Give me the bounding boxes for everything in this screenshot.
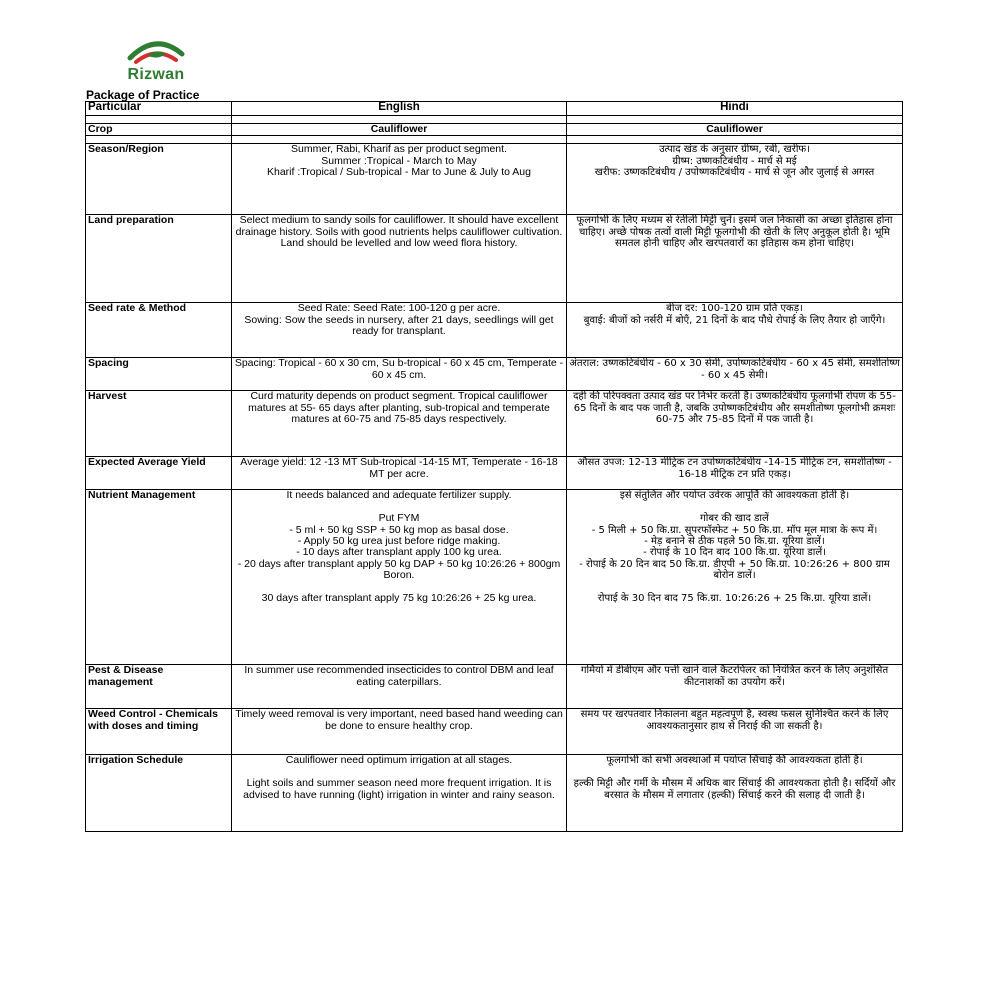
header-english: English (232, 102, 567, 116)
table-header-row (86, 102, 903, 116)
row-label: Seed rate & Method (86, 303, 232, 358)
row-english: It needs balanced and adequate fertilizer supply. Put FYM - 5 ml + 50 kg SSP + 50 kg mop as basal dose. - Apply 50 kg urea just before ridge making. - 10 days after transplant apply 100 kg urea. - 20 days after transplant apply 50 kg DAP + 50 kg 10:26:26 + 800gm Boron. 30 days after transplant apply 75 kg 10:26:26 + 25 kg urea. (232, 490, 567, 665)
table-row-expected-yield (86, 457, 903, 490)
table-row-land-preparation (86, 215, 903, 303)
row-label: Irrigation Schedule (86, 755, 232, 832)
row-label: Land preparation (86, 215, 232, 303)
table-row-nutrient-management (86, 490, 903, 665)
document-title: Package of Practice (86, 88, 200, 102)
leaf-logo-icon (126, 38, 186, 68)
row-label: Spacing (86, 358, 232, 391)
row-label: Season/Region (86, 144, 232, 215)
row-english: Average yield: 12 -13 MT Sub-tropical -14-15 MT, Temperate - 16-18 MT per acre. (232, 457, 567, 490)
table-row-irrigation (86, 755, 903, 832)
row-label: Weed Control - Chemicals with doses and timing (86, 709, 232, 755)
brand-logo (110, 38, 202, 88)
row-hindi: फूलगोभी को सभी अवस्थाओं में पर्याप्त सिंचाई की आवश्यकता होती है। हल्की मिट्टी और गर्मी के मौसम में अधिक बार सिंचाई की आवश्यकता होती है। सर्दियों और बरसात के मौसम में लगातार (हल्की) सिंचाई करने की सलाह दी जाती है। (567, 755, 903, 832)
row-english: Seed Rate: Seed Rate: 100-120 g per acre. Sowing: Sow the seeds in nursery, after 21 days, seedlings will get ready for transplant. (232, 303, 567, 358)
row-hindi: औसत उपज: 12-13 मीट्रिक टन उपोष्णकटिबंधीय -14-15 मीट्रिक टन, समशीतोष्ण - 16-18 मीट्रिक टन प्रति एकड़। (567, 457, 903, 490)
table-row-weed-control (86, 709, 903, 755)
row-hindi: इसे संतुलित और पर्याप्त उर्वरक आपूर्ति की आवश्यकता होती है। गोबर की खाद डालें - 5 मिली + 50 कि.ग्रा. सुपरफॉस्फेट + 50 कि.ग्रा. मॉप मूल मात्रा के रूप में। - मेड़ बनाने से ठीक पहले 50 कि.ग्रा. यूरिया डालें। - रोपाई के 10 दिन बाद 100 कि.ग्रा. यूरिया डालें। - रोपाई के 20 दिन बाद 50 कि.ग्रा. डीएपी + 50 कि.ग्रा. 10:26:26 + 800 ग्राम बोरोन डालें। रोपाई के 30 दिन बाद 75 कि.ग्रा. 10:26:26 + 25 कि.ग्रा. यूरिया डालें। (567, 490, 903, 665)
package-of-practice-table (85, 101, 903, 832)
spacer-row (86, 116, 903, 124)
table-row-seed-rate (86, 303, 903, 358)
crop-hindi: Cauliflower (567, 124, 903, 136)
row-english: Summer, Rabi, Kharif as per product segment. Summer :Tropical - March to May Kharif :Tropical / Sub-tropical - Mar to June & July to Aug (232, 144, 567, 215)
row-label: Pest & Disease management (86, 665, 232, 709)
row-hindi: बीज दर: 100-120 ग्राम प्रति एकड़। बुवाई: बीजों को नर्सरी में बोएँ, 21 दिनों के बाद पौधे रोपाई के लिए तैयार हो जाएँगे। (567, 303, 903, 358)
header-particular: Particular (86, 102, 232, 116)
header-hindi: Hindi (567, 102, 903, 116)
row-hindi: गर्मियों में डीबीएम और पत्ती खाने वाले कैटरपिलर को नियंत्रित करने के लिए अनुशंसित कीटनाशकों का उपयोग करें। (567, 665, 903, 709)
row-hindi: समय पर खरपतवार निकालना बहुत महत्वपूर्ण है, स्वस्थ फसल सुनिश्चित करने के लिए आवश्यकतानुसार हाथ से निराई की जा सकती है। (567, 709, 903, 755)
table-row-pest-disease (86, 665, 903, 709)
row-hindi: उत्पाद खंड के अनुसार ग्रीष्म, रबी, खरीफ। ग्रीष्म: उष्णकटिबंधीय - मार्च से मई खरीफ: उष्णकटिबंधीय / उपोष्णकटिबंधीय - मार्च से जून और जुलाई से अगस्त (567, 144, 903, 215)
row-hindi: फूलगोभी के लिए मध्यम से रेतीली मिट्टी चुनें। इसमें जल निकासी का अच्छा इतिहास होना चाहिए। अच्छे पोषक तत्वों वाली मिट्टी फूलगोभी की खेती के लिए अनुकूल होती है। भूमि समतल होनी चाहिए और खरपतवारों का इतिहास कम होना चाहिए। (567, 215, 903, 303)
row-english: Timely weed removal is very important, need based hand weeding can be done to ensure healthy crop. (232, 709, 567, 755)
row-label: Expected Average Yield (86, 457, 232, 490)
crop-row (86, 124, 903, 136)
row-hindi: दही की परिपक्वता उत्पाद खंड पर निर्भर करती है। उष्णकटिबंधीय फूलगोभी रोपण के 55-65 दिनों के बाद पक जाती है, जबकि उपोष्णकटिबंधीय और समशीतोष्ण फूलगोभी क्रमशः 60-75 और 75-85 दिनों में पक जाती है। (567, 391, 903, 457)
crop-label: Crop (86, 124, 232, 136)
table-row-harvest (86, 391, 903, 457)
row-label: Nutrient Management (86, 490, 232, 665)
row-hindi: अंतराल: उष्णकटिबंधीय - 60 x 30 सेमी, उपोष्णकटिबंधीय - 60 x 45 सेमी, समशीतोष्ण - 60 x 45 सेमी। (567, 358, 903, 391)
table-row-spacing (86, 358, 903, 391)
row-english: Cauliflower need optimum irrigation at all stages. Light soils and summer season need more frequent irrigation. It is advised to have running (light) irrigation in winter and rainy season. (232, 755, 567, 832)
row-english: In summer use recommended insecticides to control DBM and leaf eating caterpillars. (232, 665, 567, 709)
crop-english: Cauliflower (232, 124, 567, 136)
brand-name: Rizwan (127, 66, 185, 83)
row-english: Select medium to sandy soils for cauliflower. It should have excellent drainage history. Soils with good nutrients helps cauliflower cultivation. Land should be levelled and low weed flora history. (232, 215, 567, 303)
table-row-season (86, 144, 903, 215)
row-label: Harvest (86, 391, 232, 457)
row-english: Curd maturity depends on product segment. Tropical cauliflower matures at 55- 65 days after planting, sub-tropical and temperate matures at 60-75 and 75-85 days respectively. (232, 391, 567, 457)
row-english: Spacing: Tropical - 60 x 30 cm, Su b-tropical - 60 x 45 cm, Temperate - 60 x 45 cm. (232, 358, 567, 391)
